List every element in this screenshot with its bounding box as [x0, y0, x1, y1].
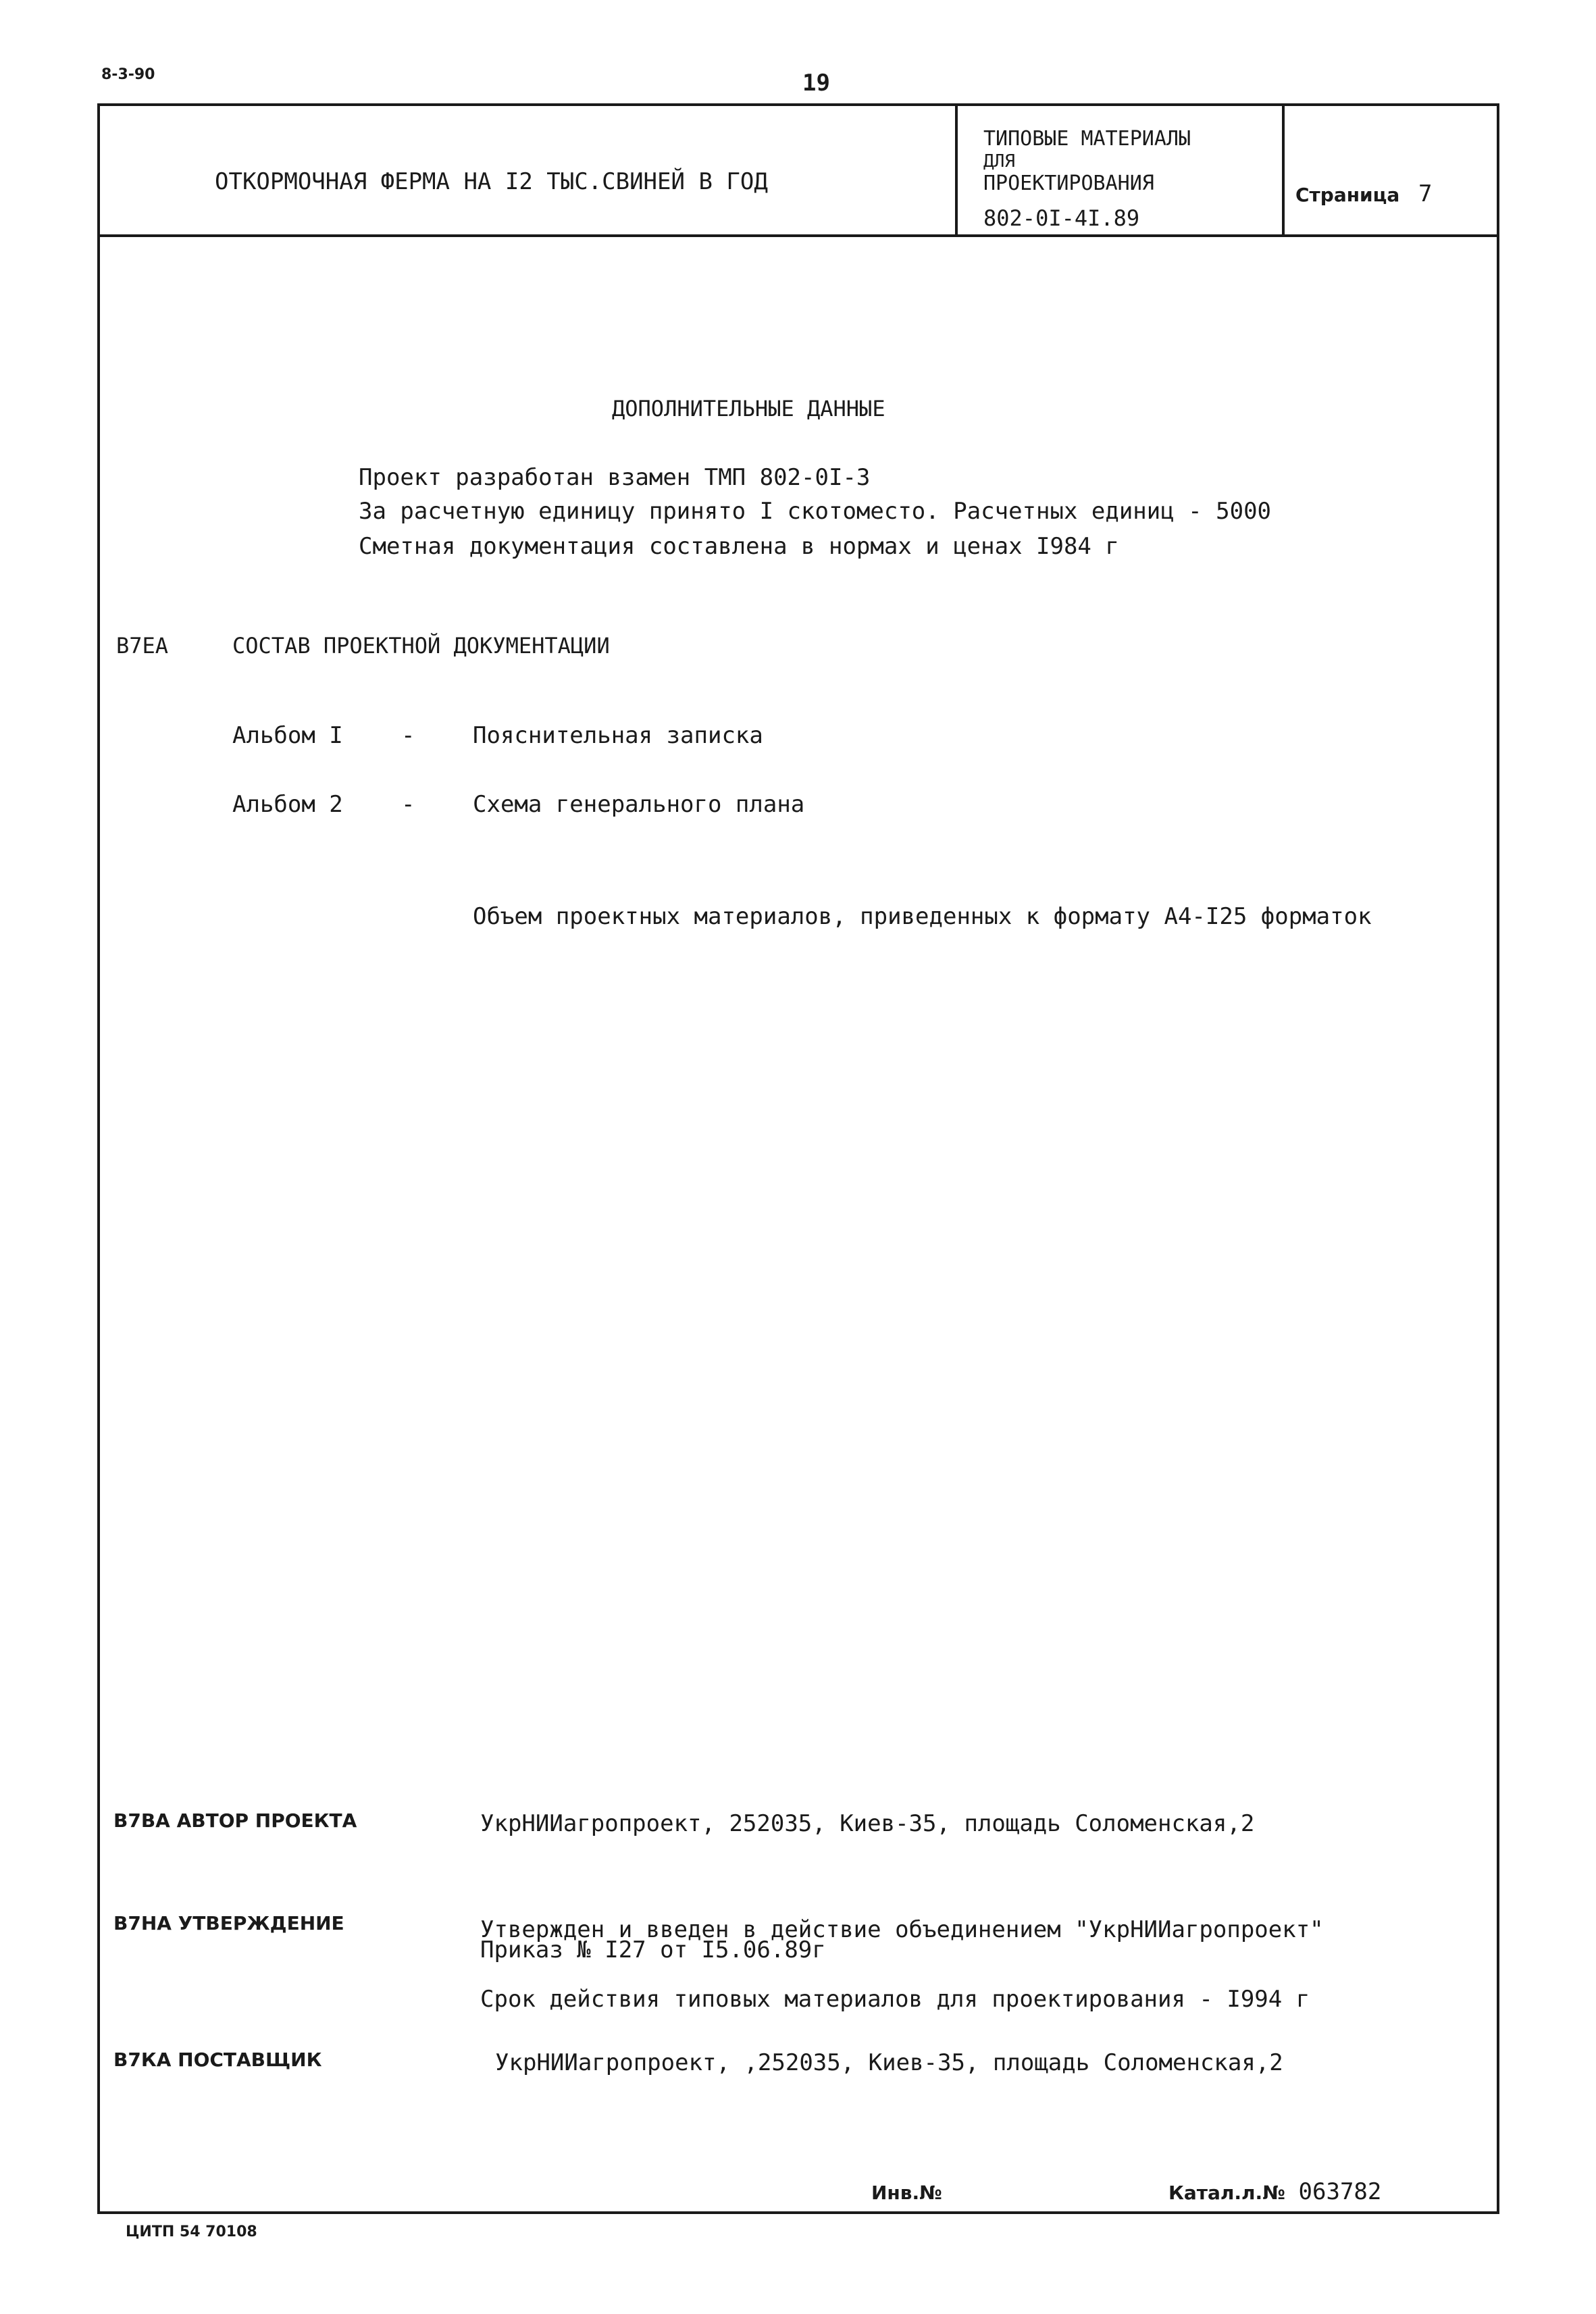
header-title: ОТКОРМОЧНАЯ ФЕРМА НА I2 ТЫС.СВИНЕЙ В ГОД — [215, 168, 768, 195]
header-divider — [97, 234, 1499, 237]
composition-code: В7ЕА — [116, 633, 169, 659]
typical-materials-line1: ТИПОВЫЕ МАТЕРИАЛЫ — [983, 127, 1191, 151]
catalog-value: 063782 — [1298, 2178, 1382, 2205]
additional-line-1: Проект разработан взамен ТМП 802-0I-3 — [359, 464, 871, 491]
inventory-label: Инв.№ — [871, 2182, 942, 2204]
supplier-label: В7КА ПОСТАВЩИК — [113, 2049, 322, 2071]
typical-materials-line2: ДЛЯ — [983, 151, 1015, 172]
album-2-label: Альбом 2 — [232, 791, 343, 818]
additional-data-heading: ДОПОЛНИТЕЛЬНЫЕ ДАННЫЕ — [612, 396, 885, 421]
album-1-label: Альбом I — [232, 722, 343, 749]
footer-code: ЦИТП 54 70108 — [126, 2223, 257, 2240]
additional-line-2: За расчетную единицу принято I скотоместо. Расчетных единиц - 5000 — [359, 498, 1272, 525]
header-separator-right — [1282, 103, 1285, 236]
album-2-dash: - — [401, 791, 415, 818]
page-number: 19 — [802, 70, 830, 97]
author-value: УкрНИИагропроект, 252035, Киев-35, площадь Соломенская,2 — [480, 1810, 1255, 1837]
series-code: 802-0I-4I.89 — [983, 205, 1140, 231]
author-label: В7ВА АВТОР ПРОЕКТА — [113, 1809, 357, 1832]
page-value: 7 — [1418, 180, 1433, 207]
approval-line-2: Приказ № I27 от I5.06.89г — [480, 1936, 826, 1963]
album-1-dash: - — [401, 722, 415, 749]
supplier-value: УкрНИИагропроект, ,252035, Киев-35, площадь Соломенская,2 — [495, 2049, 1283, 2076]
validity-line: Срок действия типовых материалов для проектирования - I994 г — [480, 1986, 1310, 2013]
page-indicator — [1295, 182, 1432, 205]
corner-code: 8-3-90 — [101, 66, 155, 83]
catalog-label: Катал.л.№ — [1168, 2182, 1285, 2204]
typical-materials-line3: ПРОЕКТИРОВАНИЯ — [983, 172, 1154, 195]
composition-heading: СОСТАВ ПРОЕКТНОЙ ДОКУМЕНТАЦИИ — [232, 633, 610, 659]
approval-label: В7НА УТВЕРЖДЕНИЕ — [113, 1912, 344, 1934]
page-label: Страница — [1295, 184, 1400, 206]
approval-line-1: Утвержден и введен в действие объединением "УкрНИИагропроект" — [480, 1916, 1324, 1943]
volume-note: Объем проектных материалов, приведенных к формату А4-I25 форматок — [473, 903, 1372, 930]
additional-line-3: Сметная документация составлена в нормах и ценах I984 г — [359, 533, 1119, 560]
album-2-title: Схема генерального плана — [473, 791, 805, 818]
album-1-title: Пояснительная записка — [473, 722, 763, 749]
catalog-number — [1168, 2180, 1381, 2203]
header-separator-left — [955, 103, 958, 236]
